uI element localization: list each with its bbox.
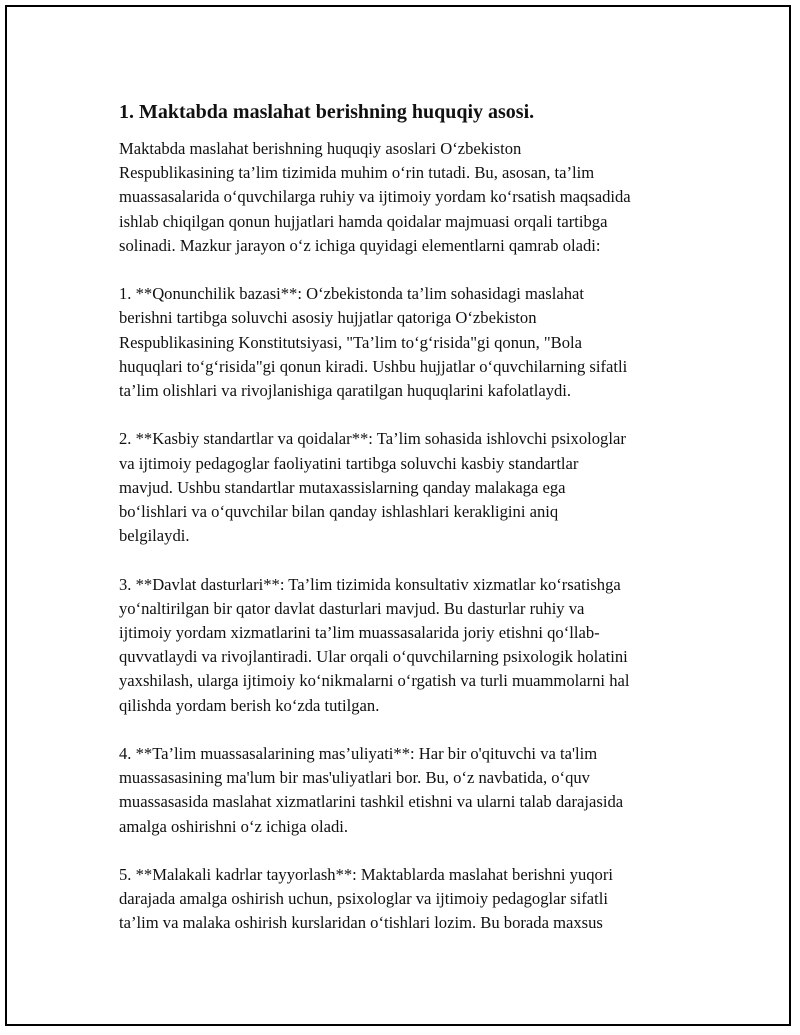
list-item-paragraph [119, 573, 699, 718]
text-line: yaxshilash, ularga ijtimoiy ko‘nikmalarni o‘rgatish va turli muammolarni hal [119, 671, 630, 691]
text-line: berishni tartibga soluvchi asosiy hujjatlar qatoriga O‘zbekiston [119, 308, 537, 328]
text-line: amalga oshirishni o‘z ichiga oladi. [119, 816, 349, 836]
text-line: muassasasida maslahat xizmatlarini tashkil etishni va ularni talab darajasida [119, 792, 624, 812]
text-line: 1. **Qonunchilik bazasi**: O‘zbekistonda ta’lim sohasidagi maslahat [119, 284, 584, 304]
text-line: qilishda yordam berish ko‘zda tutilgan. [119, 695, 380, 715]
page-frame [5, 5, 791, 1026]
text-line: solinadi. Mazkur jarayon o‘z ichiga quyidagi elementlarni qamrab oladi: [119, 235, 601, 255]
paragraph-list [119, 137, 699, 936]
text-line: ta’lim va malaka oshirish kurslaridan o‘tishlari lozim. Bu borada maxsus [119, 913, 603, 933]
text-line: ishlab chiqilgan qonun hujjatlari hamda qoidalar majmuasi orqali tartibga [119, 211, 608, 231]
list-item-paragraph [119, 742, 699, 839]
text-line: yo‘naltirilgan bir qator davlat dasturlari mavjud. Bu dasturlar ruhiy va [119, 598, 585, 618]
text-line: 2. **Kasbiy standartlar va qoidalar**: Ta’lim sohasida ishlovchi psixologlar [119, 429, 626, 449]
text-line: darajada amalga oshirish uchun, psixologlar va ijtimoiy pedagoglar sifatli [119, 889, 608, 909]
text-line: muassasalarida o‘quvchilarga ruhiy va ijtimoiy yordam ko‘rsatish maqsadida [119, 187, 631, 207]
text-line: 3. **Davlat dasturlari**: Ta’lim tizimida konsultativ xizmatlar ko‘rsatishga [119, 574, 621, 594]
text-line: Respublikasining ta’lim tizimida muhim o‘rin tutadi. Bu, asosan, ta’lim [119, 163, 595, 183]
list-item-paragraph [119, 282, 699, 403]
text-line: mavjud. Ushbu standartlar mutaxassislarning qanday malakaga ega [119, 477, 566, 497]
text-line: Respublikasining Konstitutsiyasi, "Ta’lim to‘g‘risida"gi qonun, "Bola [119, 332, 583, 352]
list-item-paragraph [119, 427, 699, 548]
text-line: bo‘lishlari va o‘quvchilar bilan qanday ishlashlari kerakligini aniq [119, 502, 559, 522]
text-line: quvvatlaydi va rivojlantiradi. Ular orqali o‘quvchilarning psixologik holatini [119, 647, 628, 667]
list-item-paragraph [119, 863, 699, 936]
text-line: 4. **Ta’lim muassasalarining mas’uliyati**: Har bir o'qituvchi va ta'lim [119, 744, 598, 764]
intro-paragraph [119, 137, 699, 258]
document-body [119, 99, 699, 960]
text-line: belgilaydi. [119, 526, 190, 546]
text-line: muassasasining ma'lum bir mas'uliyatlari bor. Bu, o‘z navbatida, o‘quv [119, 768, 590, 788]
text-line: va ijtimoiy pedagoglar faoliyatini tartibga soluvchi kasbiy standartlar [119, 453, 579, 473]
section-heading: 1. Maktabda maslahat berishning huquqiy asosi. [119, 101, 535, 123]
text-line: huquqlari to‘g‘risida"gi qonun kiradi. Ushbu hujjatlar o‘quvchilarning sifatli [119, 356, 628, 376]
text-line: 5. **Malakali kadrlar tayyorlash**: Maktablarda maslahat berishni yuqori [119, 865, 613, 885]
text-line: Maktabda maslahat berishning huquqiy asoslari O‘zbekiston [119, 139, 522, 158]
text-line: ta’lim olishlari va rivojlanishiga qaratilgan huquqlarini kafolatlaydi. [119, 381, 572, 401]
text-line: ijtimoiy yordam xizmatlarini ta’lim muassasalarida joriy etishni qo‘llab- [119, 623, 600, 643]
